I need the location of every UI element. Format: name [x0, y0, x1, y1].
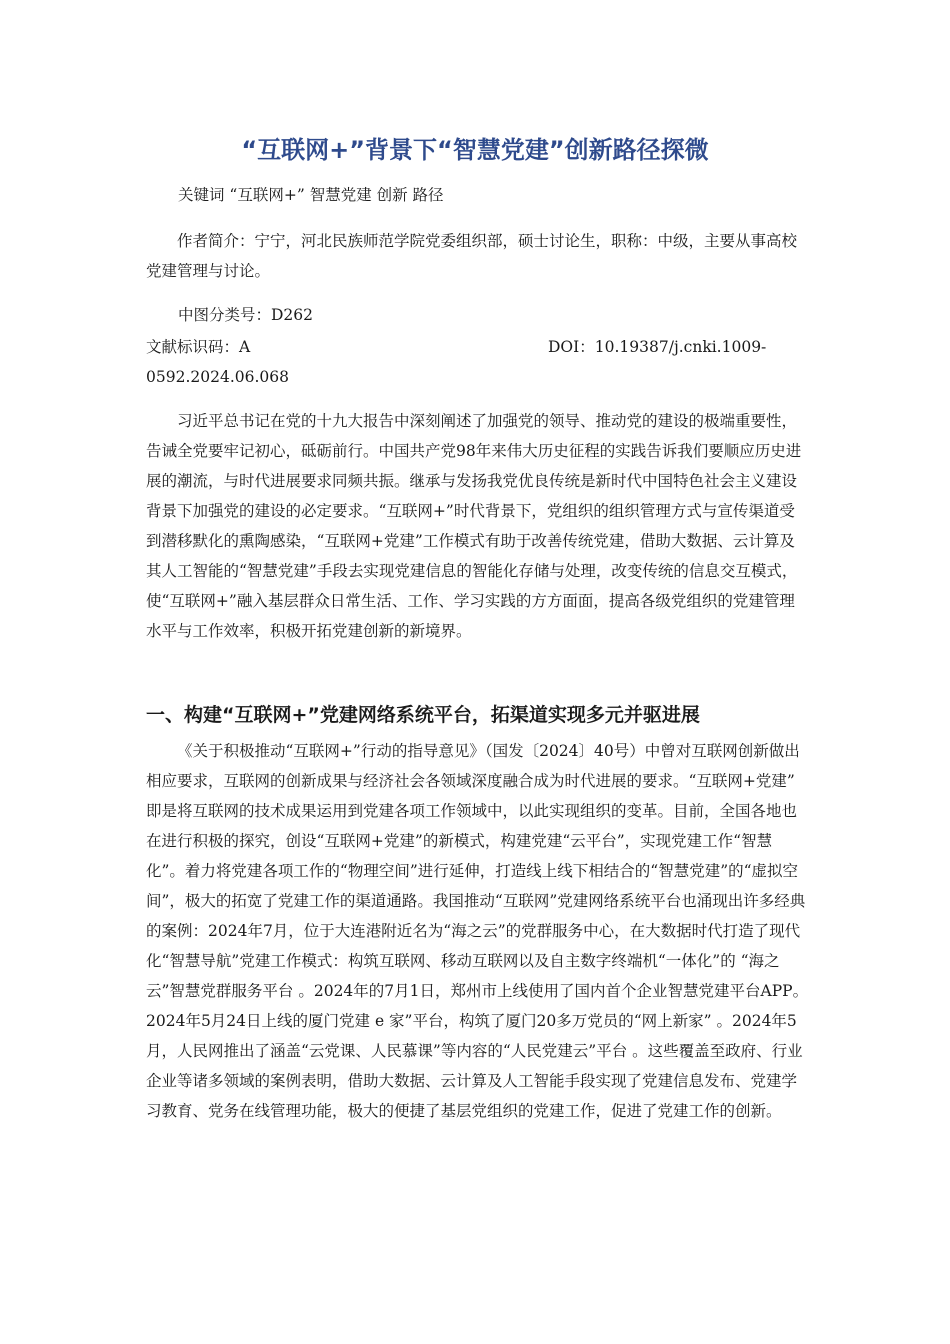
doi-suffix: 0592.2024.06.068: [146, 368, 289, 386]
section-1-heading: 一、构建“互联网+”党建网络系统平台，拓渠道实现多元并驱进展: [146, 704, 700, 726]
paper-title: “互联网+”背景下“智慧党建”创新路径探微: [241, 136, 709, 164]
keywords-line: 关键词 “互联网+” 智慧党建 创新 路径: [178, 186, 444, 204]
intro-paragraph: 习近平总书记在党的十九大报告中深刻阐述了加强党的领导、推动党的建设的极端重要性，告诫全党要牢记初心，砥砺前行。中国共产党98年来伟大历史征程的实践告诉我们要顺应历史进展的潮流，与时代进展要求同频共振。继承与发扬我党优良传统是新时代中国特色社会主义建设背景下加强党的建设的必定要求。“互联网+”时代背景下，党组织的组织管理方式与宣传渠道受到潜移默化的熏陶感染，“互联网+党建”工作模式有助于改善传统党建，借助大数据、云计算及其人工智能的“智慧党建”手段去实现党建信息的智能化存储与处理，改变传统的信息交互模式，使“互联网+”融入基层群众日常生活、工作、学习实践的方方面面，提高各级党组织的党建管理水平与工作效率，积极开拓党建创新的新境界。: [146, 412, 802, 640]
document-code: 文献标识码：A: [146, 338, 251, 356]
section-1-paragraph: 《关于积极推动“互联网+”行动的指导意见》（国发〔2024〕40号）中曾对互联网创新做出相应要求，互联网的创新成果与经济社会各领域深度融合成为时代进展的要求。“互联网+党建” 即是将互联网的技术成果运用到党建各项工作领域中，以此实现组织的变革。目前，全国各地也在进行积极的探究，创设“互联网+党建”的新模式，构建党建“云平台”，实现党建工作“智慧化”。着力将党建各项工作的“物理空间”进行延伸，打造线上线下相结合的“智慧党建”的“虚拟空间”，极大的拓宽了党建工作的渠道通路。我国推动“互联网”党建网络系统平台也涌现出许多经典的案例：2024年7月，位于大连港附近名为“海之云”的党群服务中心，在大数据时代打造了现代化“智慧导航”党建工作模式：构筑互联网、移动互联网以及自主数字终端机“一体化”的 “海之云”智慧党群服务平台 。2024年的7月1日，郑州市上线使用了国内首个企业智慧党建平台APP。2024年5月24日上线的厦门党建 e 家”平台，构筑了厦门20多万党员的“网上新家” 。2024年5月，人民网推出了涵盖“云党课、人民慕课”等内容的“人民党建云”平台 。这些覆盖至政府、行业企业等诸多领域的案例表明，借助大数据、云计算及人工智能手段实现了党建信息发布、党建学习教育、党务在线管理功能，极大的便捷了基层党组织的党建工作，促进了党建工作的创新。: [146, 742, 809, 1120]
author-intro: 作者简介：宁宁，河北民族师范学院党委组织部，硕士讨论生，职称：中级，主要从事高校党建管理与讨论。: [146, 232, 798, 280]
clc-number: 中图分类号：D262: [178, 306, 314, 324]
doi-prefix: DOI：10.19387/j.cnki.1009-: [548, 338, 767, 356]
